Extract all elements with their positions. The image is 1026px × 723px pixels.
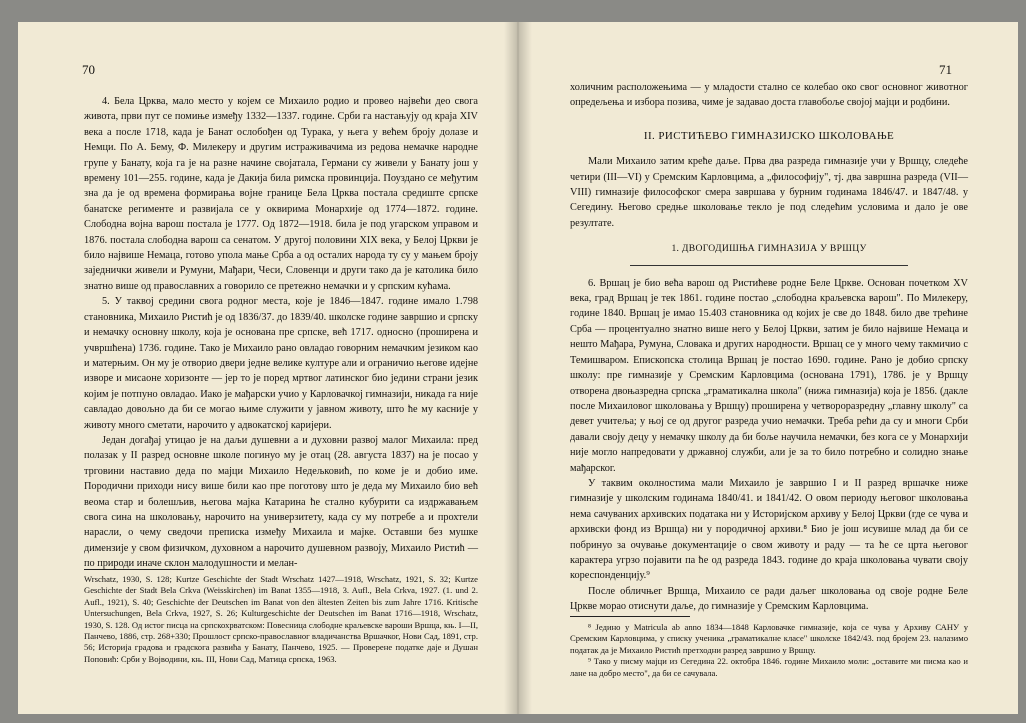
- left-page: [18, 22, 518, 714]
- paragraph: 6. Вршац је био већа варош од Ристићеве родне Беле Цркве. Основан почетком XV века, град Вршац је тек 1861. године постао „слободна краљевска варош". По Милекеру, године 1840. Вршац је имао 15.403 становника од којих је све до 1848. било две трећине Срба — процентуално знатно више него у Белој Цркви, затим је било највише Немаца и нешто Мађара, Румуна, Словака и других народности. Вршац се у много чему такмичио с Темишваром. Епископска столица Вршац је постао 1690. године. Рано је добио српску школу: пре гимназије у Сремским Карловцима (основана 1791), 1786. је у Вршцу отворена двоњазредна српска „граматикална школа" (нижа гимназија) која је 1856. (дакле после Михаиловог школовања у Вршцу) проширена у четвороразредну „главну школу" са девет учитеља; у њој се од другог разреда учио немачки. Треба рећи да су и многи Срби давали своју децу у немачку школу да би боље научила немачки, без кога се у Монархији није могло напредовати у државној служби, али је за то било потребно и солидно знање мађарског.: [570, 277, 968, 474]
- book-gutter: [504, 22, 532, 714]
- right-page: [518, 22, 1018, 714]
- section-rule: [630, 265, 908, 266]
- right-footnotes: [570, 622, 968, 679]
- footnote-separator: [570, 616, 690, 617]
- section-title: 1. ДВОГОДИШЊА ГИМНАЗИЈА У ВРШЦУ: [671, 243, 867, 255]
- footnote-text: ⁸ Једино у Matricula ab anno 1834—1848 Карловачке гимназије, која се чува у Архиву САНУ у Сремским Карловцима, у списку ученика „граматикалне класе" школске 1842/43. под бројем 23. налазимо податак да је Михаило Ристић претходни разред завршио у Вршцу.: [570, 622, 968, 655]
- left-body-text: [84, 94, 478, 572]
- book-spread: [18, 22, 1018, 714]
- footnote-text: Wrschatz, 1930, S. 128; Kurtze Geschichte der Stadt Wrschatz 1427—1918, Wrschatz, 1921, S. 32; Kurtze Geschichte der Stadt Bela Crkva (Weisskirchen) im Banat 1355—1918, 3. Aufl., Bela Crkva, 1927. (1. und 2. Aufl., 1921), S. 40; Geschichte der Deutschen im Banat von den ältesten Zeiten bis zum Jahre 1716. Kritische Untersuchungen, Bela Crkva, 1927, S. 26; Kulturgeschichte der Deutschen im Banat 1716—1918, Wrschatz, 1930, S. 128. Од истог писца на српскохрватском: Повесница слободне краљевске вароши Вршца, књ. I—II, Панчево, 1886, стр. 268+330; Прошлост српско-православног владичанства Вршачког, Нови Сад, 1891, стр. 56; Историја градова и градскога развића у Банату, Панчево, 1925. — Проверене податке даје и Душан Поповић: Срби у Војводини, књ. III, Нови Сад, Матица српска, 1963.: [84, 574, 478, 664]
- page-number-left: 70: [82, 62, 95, 77]
- paragraph: У таквим околностима мали Михаило је завршио I и II разред вршачке ниже гимназије у школским годинама 1840/41. и 1841/42. О овом периоду његовог школовања нема сачуваних архивских података ни у Историјском архиву у Белој Цркви (где се чува и архивски фонд из Вршца) ни у породичној архиви.⁸ Био је још исувише млад да би се побринуо за очување документације о свом животу и раду — та ће се црта његовог карактера угрзо појавити па ће од разреда 1843. године до краја школовања чувати своју кореспонденцију.⁹: [570, 477, 968, 582]
- footnote-text: ⁹ Тако у писму мајци из Сегедина 22. октобра 1846. године Михаило моли: „оставите ми писма као и ланe на добро место", да би се сачувала.: [570, 656, 968, 678]
- paragraph: холичним расположењима — у младости стално се колебао око свог основног животног опредељења и избора позива, чиме је задавао доста главобоље својој мајци и родбини.: [570, 82, 968, 109]
- chapter-title: II. РИСТИЋЕВО ГИМНАЗИЈСКО ШКОЛОВАЊЕ: [643, 129, 895, 142]
- paragraph: Један догађај утицао је на даљи душевни а и духовни развој малог Михаила: пред полазак у II разред основне школе погинуо му је отац (28. августа 1837) на је посао у трговини наставио деда по мајци Михаило Недељковић, по коме је и добио име. Породични приходи нису више били као пре поготову што је деда му Михаило био већ веома стар и болешљив, његова мајка Катарина ће стално кубурити са издржавањем свога сина на школовању, нарочито на универзитету, када су му потребе а и прохтели нарасли, о чему сведочи преписка између Михаила и мајке. Оставши без мушке димензије у свом физичком, духовном а нарочито душевном развоју, Михаило Ристић — по природи иначе склон малодушности и мелан-: [84, 434, 478, 570]
- paragraph: После обличњег Вршца, Михаило се ради даљег школовања од своје родне Беле Цркве морао отиснути даље, до гимназије у Сремским Карловцима.: [570, 585, 968, 613]
- right-body-text: [570, 80, 968, 615]
- paragraph: 5. У таквој средини свога родног места, које је 1846—1847. године имало 1.798 становника, Михаило Ристић је од 1836/37. до 1839/40. школске године завршио и српску и немачку основну школу, која је основана пре српске, већ 1717. односно (проширена и учвршћена) 1736. године. Тако је Михаило рано овладао говорним немачким језиком као и матерњим. Он му је отворио двери једне велике културе али и ограничио његове идејне изворе и мисаоне хоризонте — јер то је поред мртвог латинског био једини страни језик којим је потпуно овладао. Иако је мађарски учио у Карловачкој гимназији, никада га није савладао довољно да би се могао њиме служити у јавном животу, што ће му касније у животу много сметати, нарочито у адвокатској каријери.: [84, 296, 478, 431]
- footnote-separator: [84, 569, 204, 570]
- left-footnote: [84, 574, 478, 665]
- page-number-right: 71: [939, 62, 952, 77]
- paragraph: 4. Бела Црква, мало место у којем се Михаило родио и провео највећи део свога живота, први пут се помиње између 1332—1337. године. Срби га настањују од краја XIV века а после 1718, када је Банат ослобођен од Турака, у њега у већем броју долазе и Немци. По А. Бему, Ф. Милекеру и другим истраживачима из редова немачке народне групе у Банату, која га је на разне начине својатала, Германи су живели у Банату још у времену 101—255. године, када је Дакија била римска провинција. Поуздано се међутим зна да је од времена формирања војне границе Бела Црква постала средиште српске банатске регименте и развијала се у оквирима Монархије од 1774—1872. године. Слободна војна варош постала је 1777. Од 1872—1918. била је под угарском управом и 1876. постала слободна варош са сенатом. У другој половини XIX века, у Белој Цркви је било највише Немаца, готово упола мање Срба а од осталих народа ту су у мањем броју заједнички живели и Румуни, Мађари, Чеси, Словенци и други тако да је католика било знатно више од православних а говорило се претежно немачки и у српским кућама.: [84, 96, 478, 292]
- paragraph: Мали Михаило затим креће даље. Прва два разреда гимназије учи у Вршцу, следеће четири (III—VI) у Сремским Карловцима, а „философију", тј. два завршна разреда (VII—VIII) гимназије философског смера завршава у бурним годинама 1846/47. и 1847/48. у Сегедину. Његово средње школовање текло је под следећим условима и дало је ове резултате.: [570, 156, 968, 229]
